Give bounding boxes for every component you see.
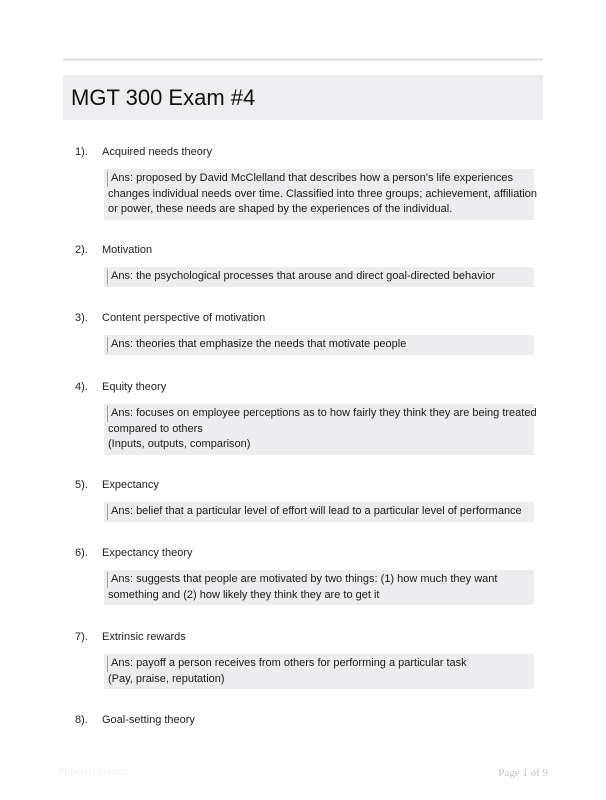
item-term: Acquired needs theory [102, 146, 213, 158]
answer-line: Ans: belief that a particular level of effort will lead to a particular level of performance [107, 504, 526, 520]
item-term: Expectancy [102, 479, 159, 491]
item-term: Expectancy theory [102, 547, 193, 559]
item-term: Goal-setting theory [102, 714, 195, 726]
answer-box [104, 404, 537, 455]
item-term: Motivation [102, 244, 153, 256]
title-banner [63, 75, 543, 120]
answer-line: Ans: proposed by David McClelland that describes how a person's life experiences [107, 171, 526, 187]
answer-line: Ans: the psychological processes that arouse and direct goal-directed behavior [107, 269, 526, 285]
answer-line: something and (2) how likely they think they are to get it [108, 588, 380, 601]
answer-line: Ans: focuses on employee perceptions as to how fairly they think they are being treated [107, 406, 526, 422]
answer-box [104, 335, 534, 355]
answer-line: (Inputs, outputs, comparison) [108, 438, 251, 450]
answer-line: Ans: suggests that people are motivated by two things: (1) how much they want [107, 572, 526, 588]
item-number: 5). [75, 479, 88, 491]
top-divider [63, 58, 543, 61]
answer-box [104, 570, 534, 605]
item-number: 2). [75, 244, 88, 256]
answer-line: Ans: theories that emphasize the needs that motivate people [107, 337, 526, 353]
answer-box [104, 654, 534, 689]
answer-box [104, 502, 534, 522]
answer-box [104, 267, 534, 287]
answer-line: compared to others [108, 422, 203, 435]
item-term: Extrinsic rewards [102, 631, 186, 643]
answer-line: changes individual needs over time. Classified into three groups; achievement, affiliation [108, 187, 538, 200]
item-number: 1). [75, 146, 88, 158]
watermark-text: PaperHelp.com [58, 767, 127, 778]
item-number: 3). [75, 312, 88, 324]
item-number: 4). [75, 381, 88, 393]
answer-line: Ans: payoff a person receives from others for performing a particular task [107, 656, 526, 672]
page-indicator: Page 1 of 9 [498, 767, 548, 779]
item-term: Equity theory [102, 381, 167, 393]
item-number: 7). [75, 631, 88, 643]
item-number: 6). [75, 547, 88, 559]
answer-box [104, 169, 538, 220]
item-number: 8). [75, 714, 88, 726]
item-term: Content perspective of motivation [102, 312, 266, 324]
page-title: MGT 300 Exam #4 [71, 85, 256, 110]
answer-line: or power, these needs are shaped by the experiences of the individual. [108, 203, 453, 215]
answer-line: (Pay, praise, reputation) [108, 672, 225, 685]
